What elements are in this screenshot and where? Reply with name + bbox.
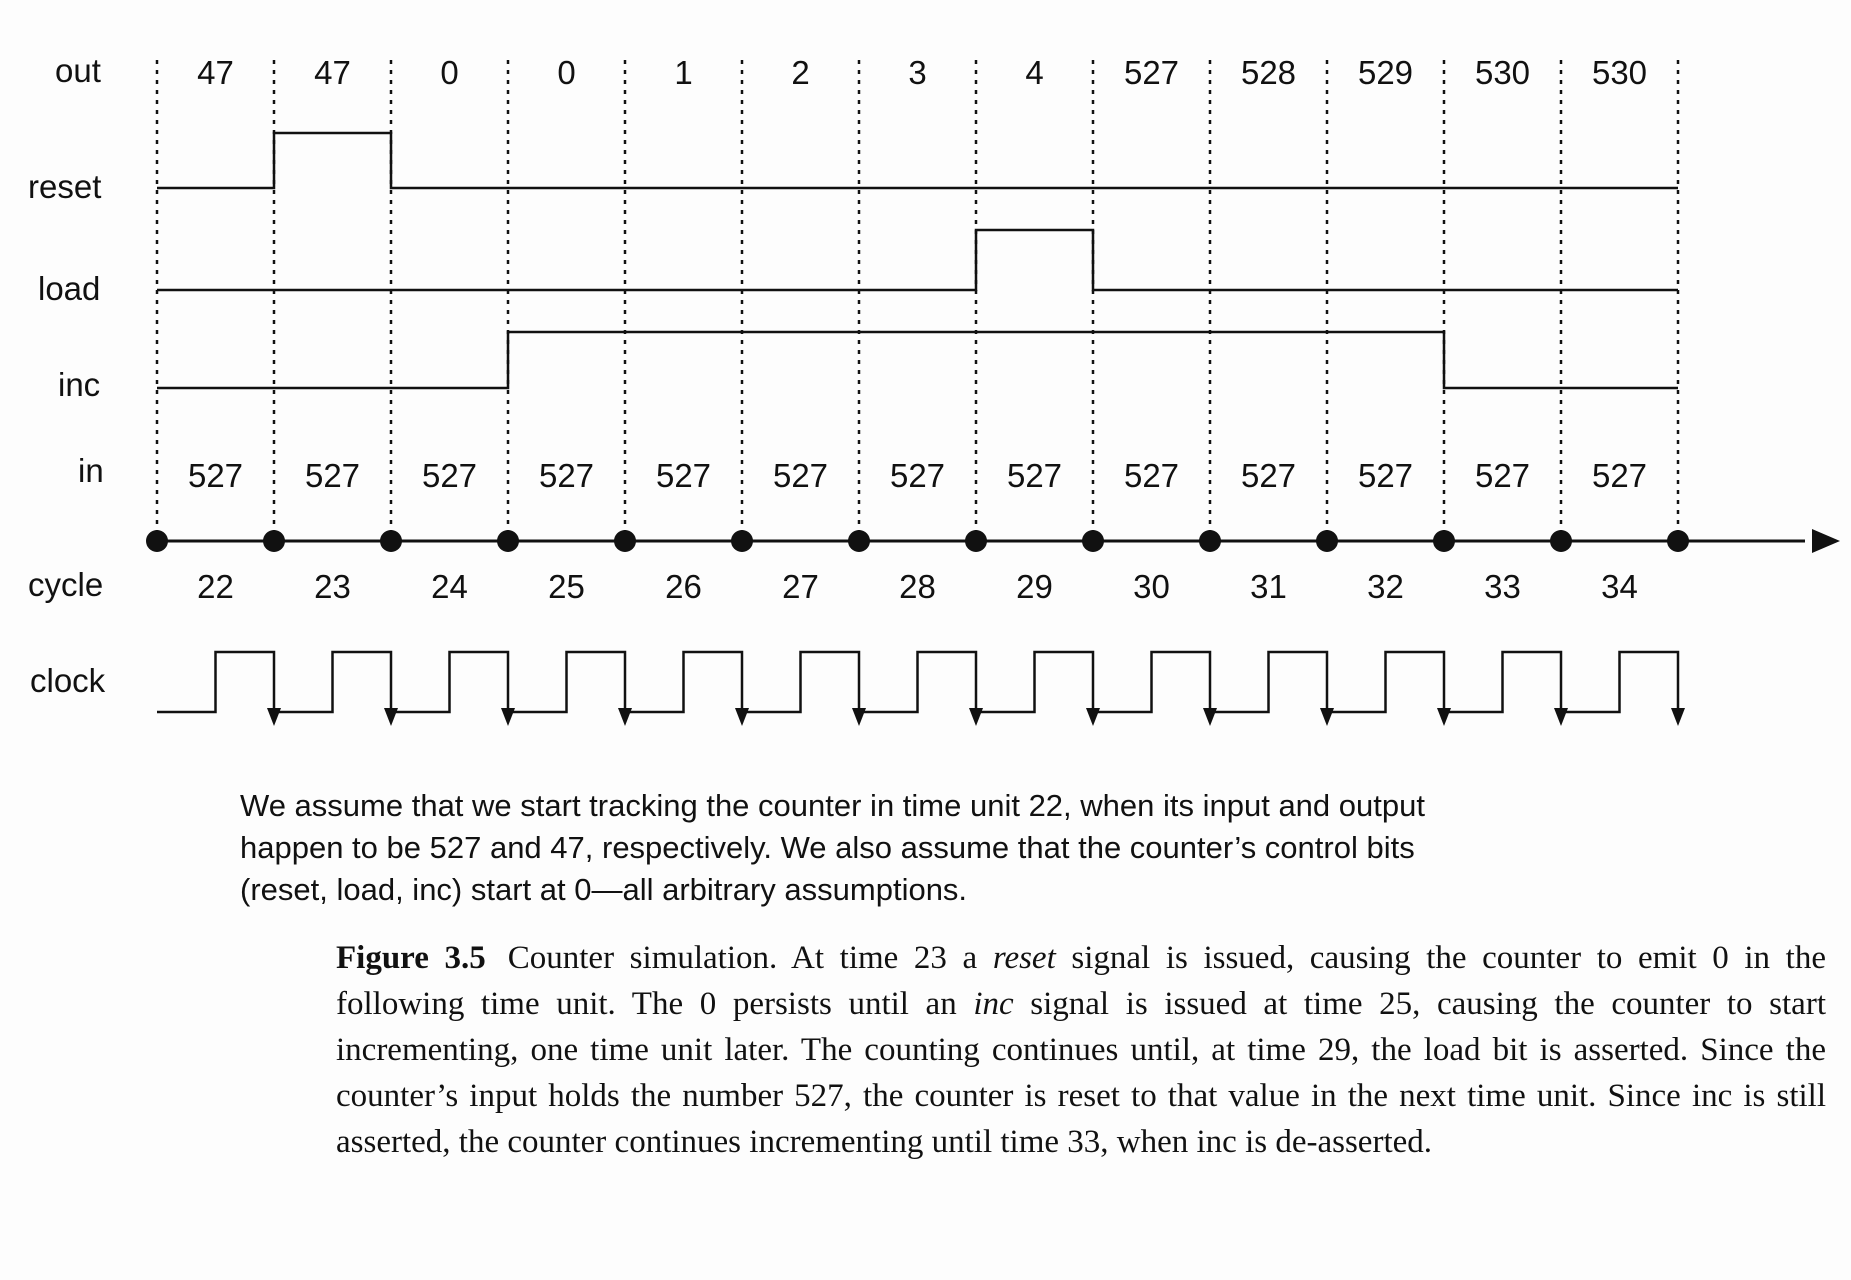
in-value: 527 <box>1123 457 1180 494</box>
cycle-number: 22 <box>197 568 234 605</box>
falling-edge-arrow <box>1437 708 1451 726</box>
in-value: 527 <box>772 457 829 494</box>
in-value: 527 <box>1474 457 1531 494</box>
falling-edge-arrow <box>1086 708 1100 726</box>
falling-edge-arrow <box>1554 708 1568 726</box>
out-label: out <box>55 52 101 89</box>
cycle-number: 34 <box>1601 568 1638 605</box>
cycle-number: 27 <box>782 568 819 605</box>
cycle-dot <box>1082 530 1104 552</box>
out-value: 2 <box>791 54 810 91</box>
in-value: 527 <box>538 457 595 494</box>
falling-edge-arrow <box>969 708 983 726</box>
inc-label: inc <box>58 366 101 403</box>
out-value: 528 <box>1240 54 1297 91</box>
cycle-dot <box>146 530 168 552</box>
cycle-dot <box>1667 530 1689 552</box>
cycle-dot <box>497 530 519 552</box>
in-label: in <box>78 452 104 489</box>
cycle-dot <box>1316 530 1338 552</box>
out-value: 3 <box>908 54 927 91</box>
falling-edge-arrow <box>618 708 632 726</box>
caption-text-3: signal is issued at time 25, causing the counter to start incrementing, one time unit later. The counting continues until, at time 29, the load bit is asserted. Since the counter’s input holds the number 527, the counter is reset to that value in the next time unit. Since inc is still asserted, the counter continues incrementing until time 33, when inc is de-asserted. <box>336 986 1826 1160</box>
cycle-number: 25 <box>548 568 585 605</box>
figure-label: Figure 3.5 <box>336 940 486 976</box>
falling-edge-arrow <box>1203 708 1217 726</box>
falling-edge-arrow <box>1320 708 1334 726</box>
in-value: 527 <box>304 457 361 494</box>
out-value: 1 <box>674 54 693 91</box>
caption-reset-term: reset <box>992 940 1056 976</box>
cycle-dot <box>848 530 870 552</box>
cycle-dot <box>380 530 402 552</box>
clock-waveform <box>157 652 1678 712</box>
cycle-dot <box>965 530 987 552</box>
load-label: load <box>38 270 101 307</box>
in-value: 527 <box>187 457 244 494</box>
clock-label: clock <box>30 662 106 699</box>
in-value: 527 <box>1591 457 1648 494</box>
out-value: 527 <box>1123 54 1180 91</box>
cycle-dot <box>1433 530 1455 552</box>
out-value: 0 <box>557 54 576 91</box>
in-value: 527 <box>1006 457 1063 494</box>
in-value: 527 <box>421 457 478 494</box>
cycle-label: cycle <box>28 566 104 603</box>
figure-caption <box>336 935 1826 1165</box>
caption-text-2: signal is issued, causing the counter to emit 0 in the following time unit. The 0 persists until an <box>336 940 1826 1022</box>
cycle-number: 30 <box>1133 568 1170 605</box>
out-value: 529 <box>1357 54 1414 91</box>
falling-edge-arrow <box>501 708 515 726</box>
load-waveform <box>157 230 1678 290</box>
in-value: 527 <box>655 457 712 494</box>
reset-waveform <box>157 133 1678 188</box>
cycle-dot <box>1550 530 1572 552</box>
inc-waveform <box>157 332 1678 388</box>
out-value: 47 <box>197 54 234 91</box>
out-value: 0 <box>440 54 459 91</box>
cycle-dot <box>1199 530 1221 552</box>
cycle-number: 32 <box>1367 568 1404 605</box>
cycle-number: 29 <box>1016 568 1053 605</box>
caption-inc-term: inc <box>973 986 1014 1022</box>
cycle-number: 23 <box>314 568 351 605</box>
out-value: 4 <box>1025 54 1044 91</box>
out-value: 47 <box>314 54 351 91</box>
in-value: 527 <box>1240 457 1297 494</box>
in-value: 527 <box>889 457 946 494</box>
falling-edge-arrow <box>852 708 866 726</box>
falling-edge-arrow <box>1671 708 1685 726</box>
time-axis-arrowhead <box>1812 529 1840 553</box>
cycle-number: 33 <box>1484 568 1521 605</box>
assumption-note: We assume that we start tracking the counter in time unit 22, when its input and output happen to be 527 and 47, respectively. We also assume that the counter’s control bits (reset, load, inc) start at 0—all arbitrary assumptions. <box>240 788 1425 907</box>
out-value: 530 <box>1591 54 1648 91</box>
falling-edge-arrow <box>735 708 749 726</box>
cycle-number: 24 <box>431 568 468 605</box>
cycle-dot <box>263 530 285 552</box>
cycle-dot <box>614 530 636 552</box>
in-value: 527 <box>1357 457 1414 494</box>
reset-label: reset <box>28 168 102 205</box>
caption-text-1: Counter simulation. At time 23 a <box>507 940 993 976</box>
cycle-number: 31 <box>1250 568 1287 605</box>
falling-edge-arrow <box>267 708 281 726</box>
cycle-dot <box>731 530 753 552</box>
out-value: 530 <box>1474 54 1531 91</box>
cycle-number: 26 <box>665 568 702 605</box>
falling-edge-arrow <box>384 708 398 726</box>
cycle-number: 28 <box>899 568 936 605</box>
